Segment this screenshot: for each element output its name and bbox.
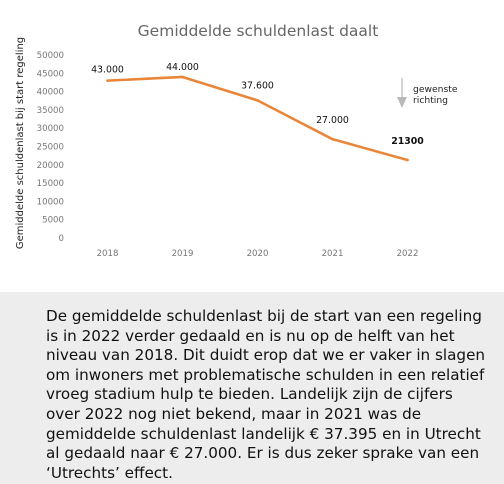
y-tick-label: 25000: [36, 142, 64, 153]
y-tick-label: 5000: [42, 215, 64, 226]
data-label: 37.600: [241, 80, 274, 92]
data-label: 44.000: [166, 61, 199, 73]
annotation-line-2: richting: [413, 95, 449, 106]
annotation-line-1: gewenste: [413, 84, 458, 95]
y-tick-label: 30000: [36, 124, 64, 135]
chart-title: Gemiddelde schuldenlast daalt: [137, 22, 379, 40]
data-labels: [91, 62, 424, 147]
x-tick-label: 2021: [321, 249, 344, 259]
description-text: De gemiddelde schuldenlast bij de start van een regeling is in 2022 verder gedaald en is nu op de helft van het niveau van 2018. Dit duidt erop dat we er vaker in slagen om inwoners met problematische schulden in een relatief vroeg stadium hulp te bieden. Landelijk zijn de cijfers over 2022 nog niet bekend, maar in 2021 was de gemiddelde schuldenlast landelijk € 37.395 en in Utrecht al gedaald naar € 27.000. Er is dus zeker sprake van een ‘Utrechts’ effect.: [46, 307, 486, 482]
x-axis-ticks: [97, 249, 419, 259]
x-tick-label: 2020: [246, 249, 269, 259]
y-axis-ticks: [37, 51, 64, 244]
data-label: 21300: [391, 136, 424, 148]
description-panel: [0, 292, 504, 484]
data-point: [406, 159, 409, 162]
data-point: [106, 79, 109, 82]
y-tick-label: 45000: [36, 69, 64, 80]
data-point: [181, 76, 184, 79]
y-tick-label: 40000: [36, 87, 64, 98]
y-tick-label: 50000: [36, 51, 64, 61]
data-label: 27.000: [316, 115, 349, 127]
y-tick-label: 20000: [36, 160, 64, 171]
x-tick-label: 2018: [96, 249, 119, 259]
x-tick-label: 2019: [171, 249, 194, 259]
y-tick-label: 35000: [36, 105, 64, 116]
desired-direction-arrow-head: [397, 97, 407, 108]
data-label: 43.000: [91, 64, 124, 76]
annotation-group: [397, 78, 458, 108]
data-point: [331, 138, 334, 141]
y-tick-label: 15000: [36, 179, 64, 190]
y-tick-label: 10000: [36, 197, 64, 208]
x-tick-label: 2022: [396, 249, 419, 259]
y-axis-title: Gemiddelde schuldenlast bij start regeling: [15, 36, 26, 250]
y-tick-label: 0: [58, 234, 64, 244]
data-point: [256, 99, 259, 102]
